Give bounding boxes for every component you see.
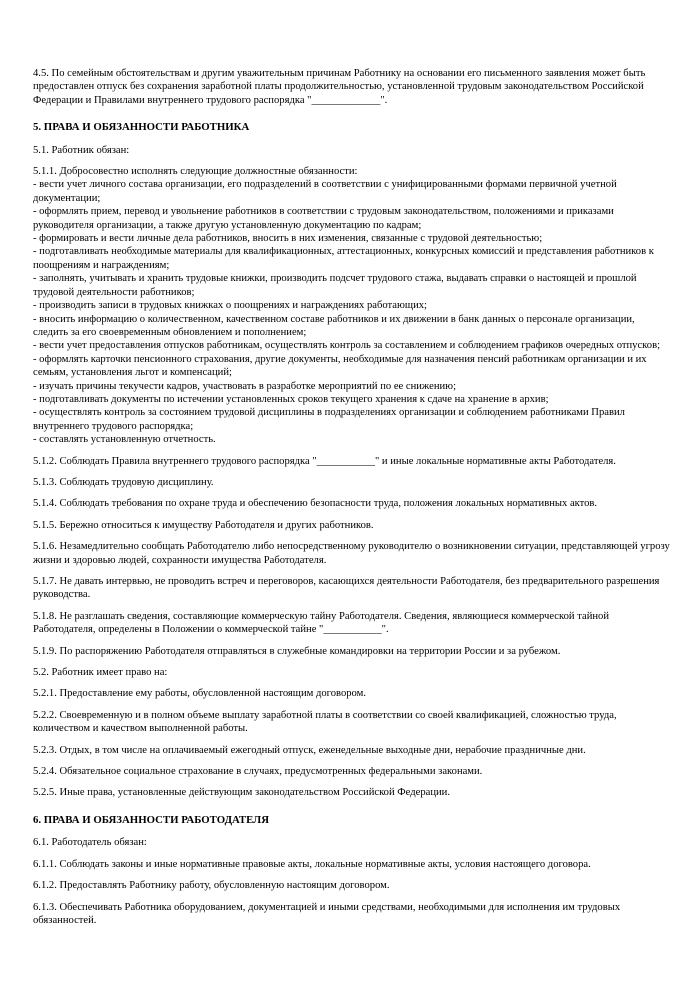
paragraph-6-1: 6.1. Работодатель обязан: (33, 837, 147, 849)
duty-item: - вносить информацию о количественном, качественном составе работников и их движении в банк данных о персонале организации, следить за его своевременным обновлением и пополнением; (33, 313, 635, 338)
paragraph-5-2-4: 5.2.4. Обязательное социальное страхование в случаях, предусмотренных федеральными законами. (33, 766, 483, 778)
paragraph-5-2-5: 5.2.5. Иные права, установленные действующим законодательством Российской Федерации. (33, 787, 450, 799)
duties-block (33, 165, 671, 447)
duty-item: - производить записи в трудовых книжках о поощрениях и награждениях работающих; (33, 300, 427, 312)
duty-item: - формировать и вести личные дела работников, вносить в них изменения, связанные с трудовой деятельностью; (33, 233, 543, 245)
section-heading-5: 5. ПРАВА И ОБЯЗАННОСТИ РАБОТНИКА (33, 121, 250, 134)
duty-item: - заполнять, учитывать и хранить трудовые книжки, производить подсчет трудового стажа, выдавать справки о настоящей и прошлой трудовой деятельности работников; (33, 273, 637, 298)
paragraph-5-1-1: 5.1.1. Добросовестно исполнять следующие должностные обязанности: (33, 166, 358, 178)
duty-item: - оформлять прием, перевод и увольнение работников в соответствии с трудовым законодательством, положениями и приказами руководителя организации, а также другую установленную документацию по кадрам; (33, 206, 614, 231)
duty-item: - вести учет личного состава организации, его подразделений в соответствии с унифицированными формами первичной учетной документации; (33, 179, 617, 204)
paragraph-6-1-2: 6.1.2. Предоставлять Работнику работу, обусловленную настоящим договором. (33, 880, 390, 892)
paragraph-5-1-8: 5.1.8. Не разглашать сведения, составляющие коммерческую тайну Работодателя. Сведения, являющиеся коммерческой тайной Работодателя, определены в Положении о коммерческой тайне "___________". (33, 610, 609, 636)
duty-item: - осуществлять контроль за состоянием трудовой дисциплины в подразделениях организации и соблюдением работниками Правил внутреннего трудового распорядка; (33, 407, 625, 432)
paragraph-5-1-6: 5.1.6. Незамедлительно сообщать Работодателю либо непосредственному руководителю о возникновении ситуации, представляющей угрозу жизни и здоровью людей, сохранности имущества Работодателя. (33, 541, 670, 566)
paragraph-5-2: 5.2. Работник имеет право на: (33, 667, 168, 679)
paragraph-5-2-1: 5.2.1. Предоставление ему работы, обусловленной настоящим договором. (33, 688, 367, 700)
paragraph-6-1-3: 6.1.3. Обеспечивать Работника оборудованием, документацией и иными средствами, необходимыми для исполнения им трудовых обязанностей. (33, 901, 621, 926)
duty-item: - изучать причины текучести кадров, участвовать в разработке мероприятий по ее снижению; (33, 380, 457, 392)
paragraph-5-1-4: 5.1.4. Соблюдать требования по охране труда и обеспечению безопасности труда, положения локальных нормативных актов. (33, 498, 598, 510)
paragraph-5-1-3: 5.1.3. Соблюдать трудовую дисциплину. (33, 476, 214, 488)
paragraph-5-1-9: 5.1.9. По распоряжению Работодателя отправляться в служебные командировки на территории России и за рубежом. (33, 645, 561, 657)
paragraph-5-1-5: 5.1.5. Бережно относиться к имуществу Работодателя и других работников. (33, 519, 374, 531)
paragraph-5-1-2: 5.1.2. Соблюдать Правила внутреннего трудового распорядка "___________" и иные локальные нормативные акты Работодателя. (33, 455, 616, 467)
duty-item: - подготавливать документы по истечении установленных сроков текущего хранения к сдаче на хранение в архив; (33, 393, 549, 405)
duty-item: - подготавливать необходимые материалы для квалификационных, аттестационных, конкурсных комиссий и представления работников к поощрениям и награждениям; (33, 246, 654, 271)
paragraph-6-1-1: 6.1.1. Соблюдать законы и иные нормативные правовые акты, локальные нормативные акты, условия настоящего договора. (33, 858, 591, 870)
paragraph-5-2-2: 5.2.2. Своевременную и в полном объеме выплату заработной платы в соответствии со своей квалификацией, сложностью труда, количеством и качеством выполненной работы. (33, 709, 617, 735)
paragraph-5-1: 5.1. Работник обязан: (33, 144, 130, 156)
paragraph-4-5: 4.5. По семейным обстоятельствам и другим уважительным причинам Работнику на основании его письменного заявления может быть предоставлен отпуск без сохранения заработной платы продолжительностью, установленной трудовым законодательством Российской Федерации и Правилами внутреннего трудового распорядка "_____________". (33, 68, 646, 106)
duty-item: - вести учет предоставления отпусков работникам, осуществлять контроль за составлением и соблюдением графиков очередных отпусков; (33, 340, 661, 352)
duty-item: - составлять установленную отчетность. (33, 434, 216, 446)
paragraph-5-2-3: 5.2.3. Отдых, в том числе на оплачиваемый ежегодный отпуск, еженедельные выходные дни, нерабочие праздничные дни. (33, 744, 586, 756)
paragraph-5-1-7: 5.1.7. Не давать интервью, не проводить встреч и переговоров, касающихся деятельности Работодателя, без предварительного разрешения руководства. (33, 576, 660, 601)
duty-item: - оформлять карточки пенсионного страхования, другие документы, необходимые для назначения пенсий работникам организации и их семьям, установления льгот и компенсаций; (33, 353, 647, 379)
section-heading-6: 6. ПРАВА И ОБЯЗАННОСТИ РАБОТОДАТЕЛЯ (33, 813, 269, 826)
